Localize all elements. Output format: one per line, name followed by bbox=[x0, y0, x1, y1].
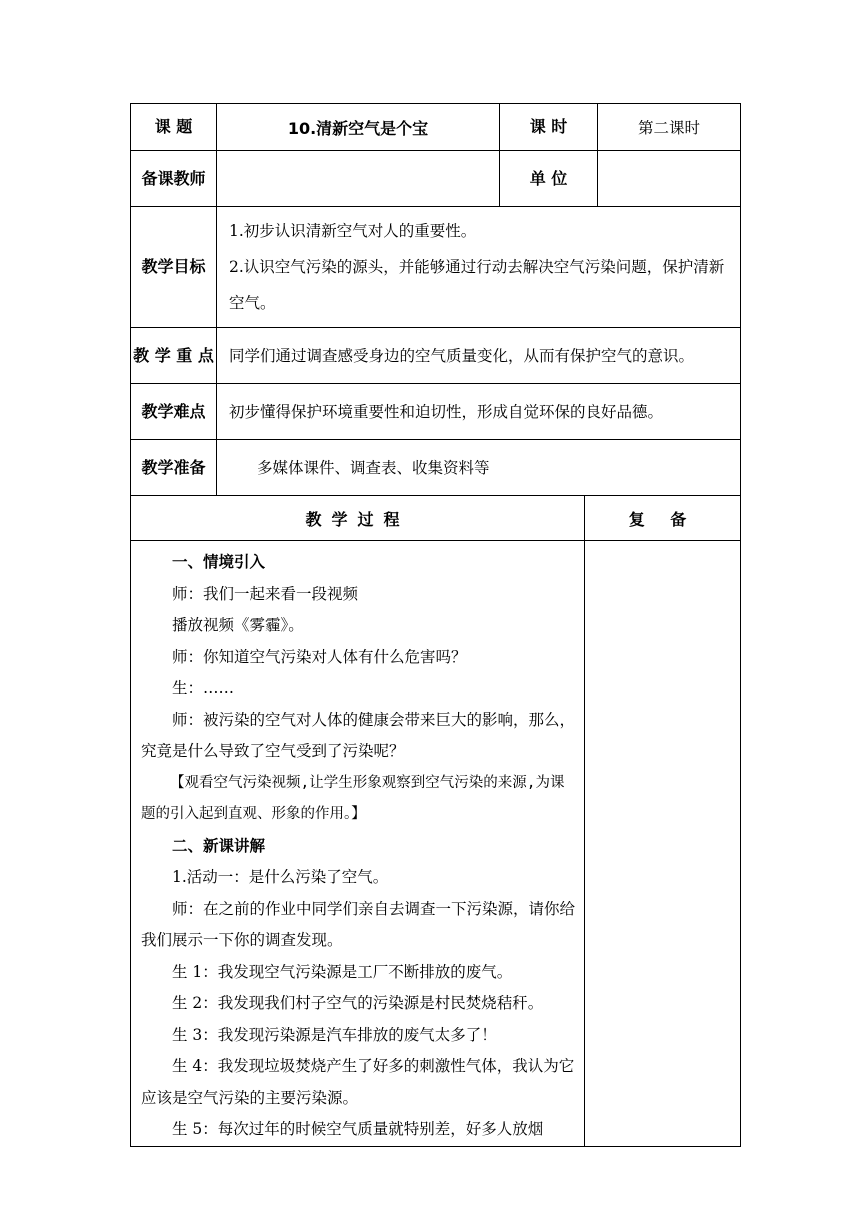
goal-item: 2.认识空气污染的源头，并能够通过行动去解决空气污染问题，保护清新空气。 bbox=[229, 258, 725, 312]
paragraph: 播放视频《雾霾》。 bbox=[172, 616, 304, 634]
teacher-label: 备课教师 bbox=[131, 151, 217, 207]
difficulties-value: 初步懂得保护环境重要性和迫切性，形成自觉环保的良好品德。 bbox=[217, 384, 741, 440]
paragraph: 生 1：我发现空气污染源是工厂不断排放的废气。 bbox=[172, 962, 513, 981]
difficulties-row bbox=[131, 384, 741, 440]
section-heading: 一、情境引入 bbox=[172, 553, 266, 571]
design-note: 【观看空气污染视频,让学生形象观察到空气污染的来源,为课题的引入起到直观、形象的作用。】 bbox=[141, 774, 565, 822]
lesson-plan-table bbox=[130, 103, 741, 1147]
lesson-title: 10.清新空气是个宝 bbox=[217, 104, 500, 151]
unit-label: 单 位 bbox=[500, 151, 598, 207]
process-header-row bbox=[131, 496, 741, 541]
key-points-label: 教 学 重 点 bbox=[131, 328, 217, 384]
paragraph: 师：我们一起来看一段视频 bbox=[172, 584, 359, 603]
period-label: 课 时 bbox=[500, 104, 598, 151]
section-heading: 二、新课讲解 bbox=[172, 836, 266, 855]
paragraph: 师：你知道空气污染对人体有什么危害吗？ bbox=[172, 647, 467, 666]
paragraph: 生：…… bbox=[172, 679, 235, 697]
paragraph: 生 3：我发现污染源是汽车排放的废气太多了！ bbox=[172, 1025, 497, 1044]
paragraph: 师：被污染的空气对人体的健康会带来巨大的影响，那么，究竟是什么导致了空气受到了污染呢？ bbox=[141, 710, 576, 760]
paragraph: 1.活动一：是什么污染了空气。 bbox=[172, 868, 389, 886]
topic-label: 课 题 bbox=[131, 104, 217, 151]
teacher-value bbox=[217, 151, 500, 207]
teacher-row bbox=[131, 151, 741, 207]
paragraph: 师：在之前的作业中同学们亲自去调查一下污染源，请你给我们展示一下你的调查发现。 bbox=[141, 899, 576, 949]
process-body-row bbox=[131, 541, 741, 1147]
paragraph: 生 4：我发现垃圾焚烧产生了好多的刺激性气体，我认为它应该是空气污染的主要污染源。 bbox=[141, 1057, 575, 1107]
process-content bbox=[131, 541, 585, 1147]
topic-row bbox=[131, 104, 741, 151]
goals-row bbox=[131, 207, 741, 328]
preparation-value: 多媒体课件、调查表、收集资料等 bbox=[217, 440, 741, 496]
review-content bbox=[585, 541, 741, 1147]
preparation-label: 教学准备 bbox=[131, 440, 217, 496]
key-points-row bbox=[131, 328, 741, 384]
goals-content bbox=[217, 207, 741, 328]
process-header: 教学过程 bbox=[131, 496, 585, 541]
period-value: 第二课时 bbox=[598, 104, 741, 151]
goals-label: 教学目标 bbox=[131, 207, 217, 328]
key-points-value: 同学们通过调查感受身边的空气质量变化，从而有保护空气的意识。 bbox=[217, 328, 741, 384]
difficulties-label: 教学难点 bbox=[131, 384, 217, 440]
preparation-row bbox=[131, 440, 741, 496]
goal-item: 1.初步认识清新空气对人的重要性。 bbox=[229, 222, 477, 240]
review-header: 复 备 bbox=[585, 496, 741, 541]
paragraph: 生 2：我发现我们村子空气的污染源是村民焚烧秸秆。 bbox=[172, 994, 544, 1012]
paragraph: 生 5：每次过年的时候空气质量就特别差，好多人放烟 bbox=[172, 1120, 544, 1138]
unit-value bbox=[598, 151, 741, 207]
